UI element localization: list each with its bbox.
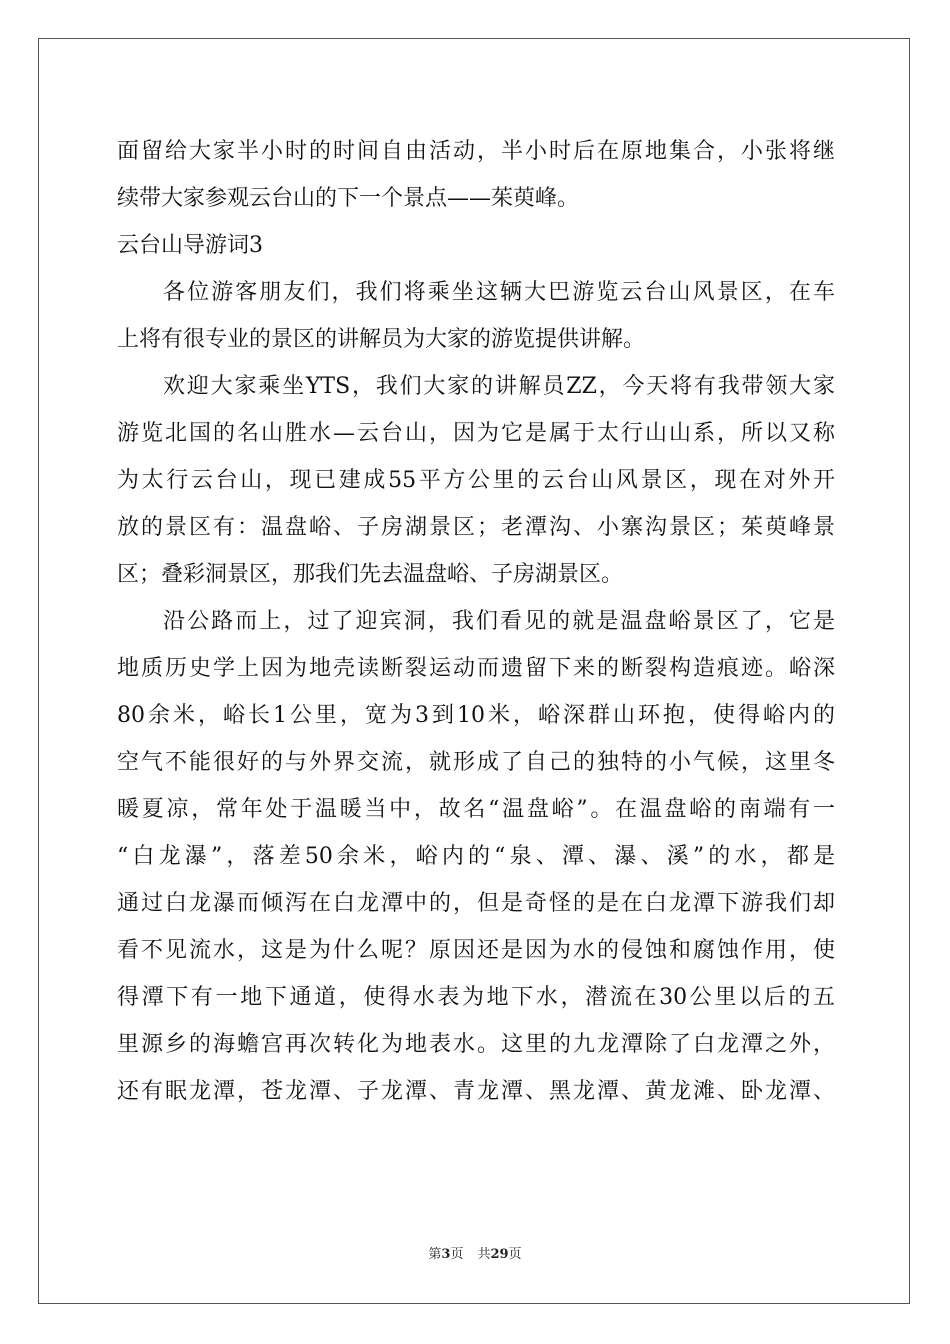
text-line: 面留给大家半小时的时间自由活动，半小时后在原地集合，小张将继 [117,139,835,164]
text-line: 各位游客朋友们，我们将乘坐这辆大巴游览云台山风景区，在车 [163,280,835,305]
text-line: 地质历史学上因为地壳读断裂运动而遗留下来的断裂构造痕迹。峪深 [117,656,835,681]
text-line: 看不见流水，这是为什么呢？原因还是因为水的侵蚀和腐蚀作用，使 [117,938,835,963]
page-number: 3 [441,1247,451,1262]
text-line: 为太行云台山，现已建成55平方公里的云台山风景区，现在对外开 [117,468,835,493]
section-heading: 云台山导游词3 [117,233,263,258]
text-line: 区；叠彩洞景区，那我们先去温盘峪、子房湖景区。 [117,562,624,587]
text-line: 80余米，峪长1公里，宽为3到10米，峪深群山环抱，使得峪内的 [117,703,835,728]
text-line: “白龙瀑”，落差50余米，峪内的“泉、潭、瀑、溪”的水，都是 [117,844,835,869]
page-prefix: 第 [428,1247,442,1262]
text-line: 暖夏凉，常年处于温暖当中，故名“温盘峪”。在温盘峪的南端有一 [117,797,835,822]
text-line: 里源乡的海蟾宫再次转化为地表水。这里的九龙潭除了白龙潭之外， [117,1032,835,1057]
text-line: 沿公路而上，过了迎宾洞，我们看见的就是温盘峪景区了，它是 [163,609,835,634]
text-line: 通过白龙瀑而倾泻在白龙潭中的，但是奇怪的是在白龙潭下游我们却 [117,891,835,916]
text-line: 空气不能很好的与外界交流，就形成了自己的独特的小气候，这里冬 [117,750,835,775]
text-line: 上将有很专业的景区的讲解员为大家的游览提供讲解。 [117,327,646,352]
document-body [117,128,835,1115]
total-suffix: 页 [508,1247,522,1262]
page-suffix: 页 [450,1247,464,1262]
text-line: 得潭下有一地下通道，使得水表为地下水，潜流在30公里以后的五 [117,985,835,1010]
page-footer [0,1247,950,1263]
text-line: 续带大家参观云台山的下一个景点——茱萸峰。 [117,186,580,211]
text-line: 游览北国的名山胜水—云台山，因为它是属于太行山山系，所以又称 [117,421,835,446]
total-prefix: 共 [477,1247,491,1262]
total-pages: 29 [490,1247,509,1262]
text-line: 放的景区有：温盘峪、子房湖景区；老潭沟、小寨沟景区；茱萸峰景 [117,515,835,540]
text-line: 欢迎大家乘坐YTS，我们大家的讲解员ZZ，今天将有我带领大家 [163,374,835,399]
text-line: 还有眠龙潭，苍龙潭、子龙潭、青龙潭、黑龙潭、黄龙滩、卧龙潭、 [117,1079,835,1104]
